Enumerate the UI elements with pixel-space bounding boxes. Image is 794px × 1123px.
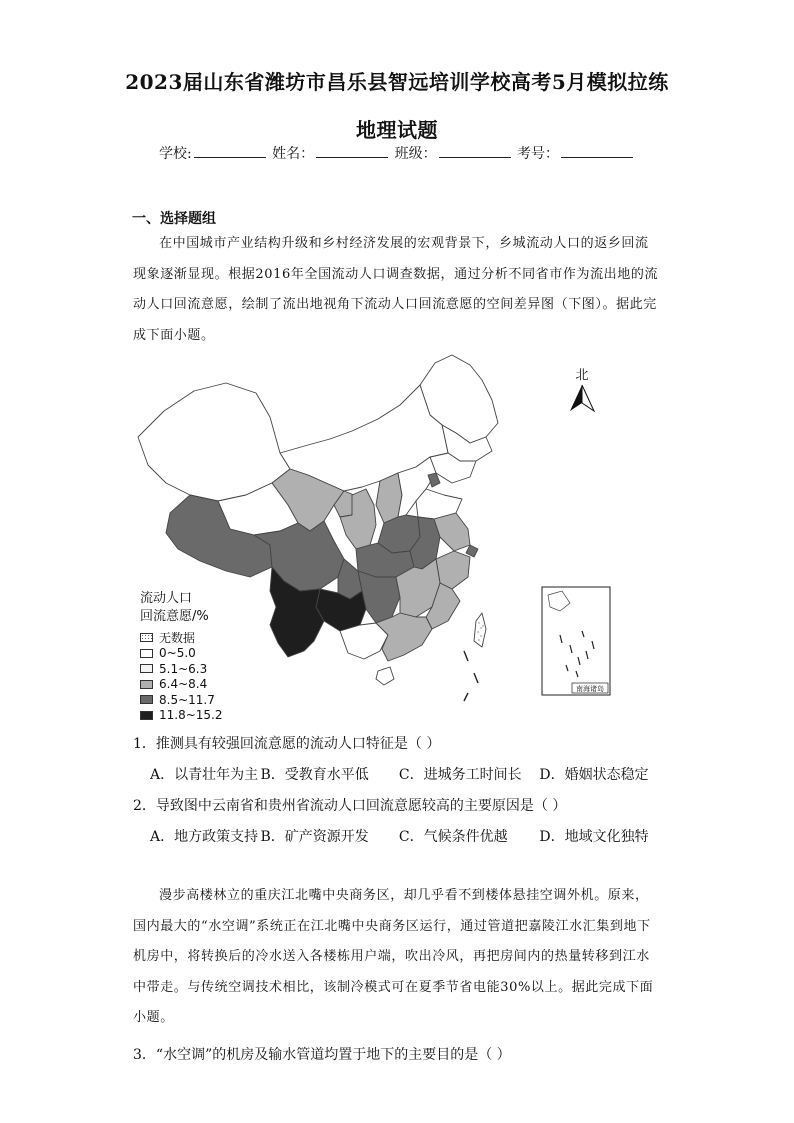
passage-2: 漫步高楼林立的重庆江北嘴中央商务区，却几乎看不到楼体悬挂空调外机。原来，国内最大的“水空调”系统正在江北嘴中央商务区运行，通过管道把嘉陵江水汇集到地下机房中，将转换后的冷水送入各楼栋用户端，吹出冷风，再把房间内的热量转移到江水中带走。与传统空调技术相比，该制冷模式可在夏季节省电能30%以上。据此完成下面小题。 [133, 888, 654, 1025]
region-xinjiang [138, 383, 290, 501]
name-blank[interactable] [316, 145, 388, 158]
question-3-stem: 3．“水空调”的机房及输水管道均置于地下的主要目的是（ ） [133, 1047, 511, 1063]
legend-item: 8.5~11.7 [140, 692, 223, 708]
map-legend [140, 590, 223, 723]
section-title: 一、选择题组 [132, 211, 216, 227]
north-arrow [570, 368, 594, 411]
legend-item: 11.8~15.2 [140, 708, 223, 724]
q1-option-d[interactable]: D．婚姻状态稳定 [539, 767, 649, 783]
class-blank[interactable] [439, 145, 511, 158]
school-label: 学校: [158, 146, 192, 162]
inset-label: 南海诸岛 [576, 685, 604, 693]
legend-title-1: 流动人口 [140, 591, 193, 606]
title-line-1: 2023届山东省潍坊市昌乐县智远培训学校高考5月模拟拉练 [125, 70, 669, 94]
class-label: 班级： [394, 146, 437, 162]
legend-title-2: 回流意愿/% [140, 609, 209, 624]
region-jiangsu [434, 513, 470, 551]
student-info-row [0, 143, 794, 163]
school-blank[interactable] [194, 145, 266, 158]
region-hunan [358, 571, 400, 623]
south-china-sea-inset [542, 587, 610, 695]
region-guizhou [316, 589, 366, 631]
question-1-stem: 1．推测具有较强回流意愿的流动人口特征是（ ） [133, 736, 441, 752]
name-label: 姓名： [272, 146, 315, 162]
q2-option-a[interactable]: A．地方政策支持 [150, 829, 259, 845]
region-beijing [428, 473, 440, 487]
q1-option-c[interactable]: C．进城务工时间长 [398, 767, 522, 783]
region-taiwan [474, 613, 486, 647]
question-1-options [150, 764, 649, 784]
passage-1: 在中国城市产业结构升级和乡村经济发展的宏观背景下，乡城流动人口的返乡回流现象逐渐显现。根据2016年全国流动人口调查数据，通过分析不同省市作为流出地的流动人口回流意愿，绘制了流出地视角下流动人口回流意愿的空间差异图（下图）。据此完成下面小题。 [133, 236, 659, 343]
legend-item: 0~5.0 [140, 646, 223, 662]
question-2-stem: 2．导致图中云南省和贵州省流动人口回流意愿较高的主要原因是（ ） [133, 798, 567, 814]
region-hainan [376, 667, 394, 685]
q1-option-a[interactable]: A．以青壮年为主 [150, 767, 259, 783]
region-shanghai [466, 545, 478, 557]
exam-no-label: 考号： [517, 146, 560, 162]
q1-option-b[interactable]: B．受教育水平低 [260, 767, 369, 783]
q2-option-d[interactable]: D．地域文化独特 [539, 829, 649, 845]
nine-dash-line [464, 651, 478, 701]
title-line-2: 地理试题 [356, 118, 438, 142]
north-label: 北 [575, 368, 589, 383]
legend-item: 6.4~8.4 [140, 677, 223, 693]
question-2-options [150, 826, 649, 846]
exam-no-blank[interactable] [561, 145, 633, 158]
q2-option-b[interactable]: B．矿产资源开发 [260, 829, 369, 845]
q2-option-c[interactable]: C．气候条件优越 [398, 829, 508, 845]
legend-item: 无数据 [140, 630, 223, 646]
legend-item: 5.1~6.3 [140, 661, 223, 677]
